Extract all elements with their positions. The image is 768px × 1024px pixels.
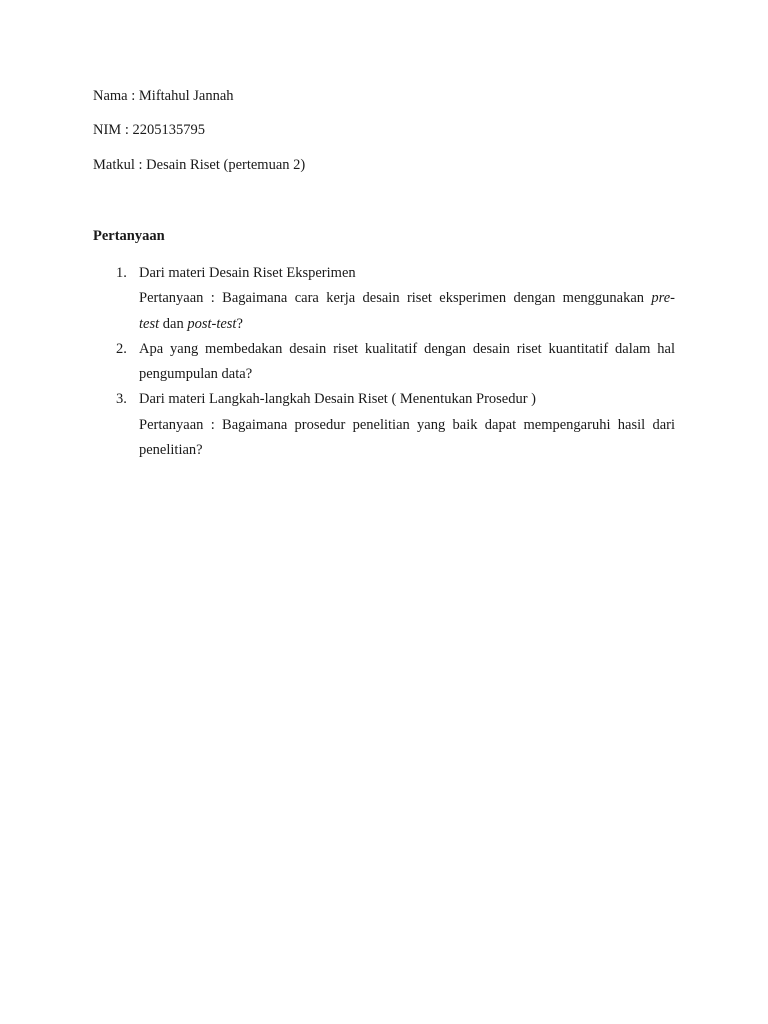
- question-text-line: penelitian?: [139, 442, 203, 459]
- list-item: [0, 261, 768, 337]
- question-text-line: pengumpulan data?: [139, 366, 253, 383]
- question-topic: Dari materi Desain Riset Eksperimen: [139, 265, 356, 281]
- question-text-line: test dan post-test?: [139, 315, 243, 332]
- list-number: 2.: [116, 340, 127, 357]
- section-heading: Pertanyaan: [93, 228, 165, 244]
- list-number: 3.: [116, 391, 127, 408]
- question-topic: Dari materi Langkah-langkah Desain Riset ( Menentukan Prosedur ): [139, 391, 537, 408]
- student-nim: NIM : 2205135795: [93, 122, 205, 138]
- question-text-line: Pertanyaan : Bagaimana prosedur penelitian yang baik dapat mempengaruhi hasil dari: [139, 416, 675, 433]
- question-text-line: Apa yang membedakan desain riset kualitatif dengan desain riset kuantitatif dalam hal: [139, 340, 675, 357]
- course-name: Matkul : Desain Riset (pertemuan 2): [93, 157, 306, 173]
- question-list: [0, 261, 768, 463]
- list-item: [0, 387, 768, 463]
- list-number: 1.: [116, 265, 127, 281]
- list-item: [0, 337, 768, 388]
- student-name: Nama : Miftahul Jannah: [93, 88, 234, 104]
- question-text-line: Pertanyaan : Bagaimana cara kerja desain riset eksperimen dengan menggunakan pre-: [139, 290, 675, 307]
